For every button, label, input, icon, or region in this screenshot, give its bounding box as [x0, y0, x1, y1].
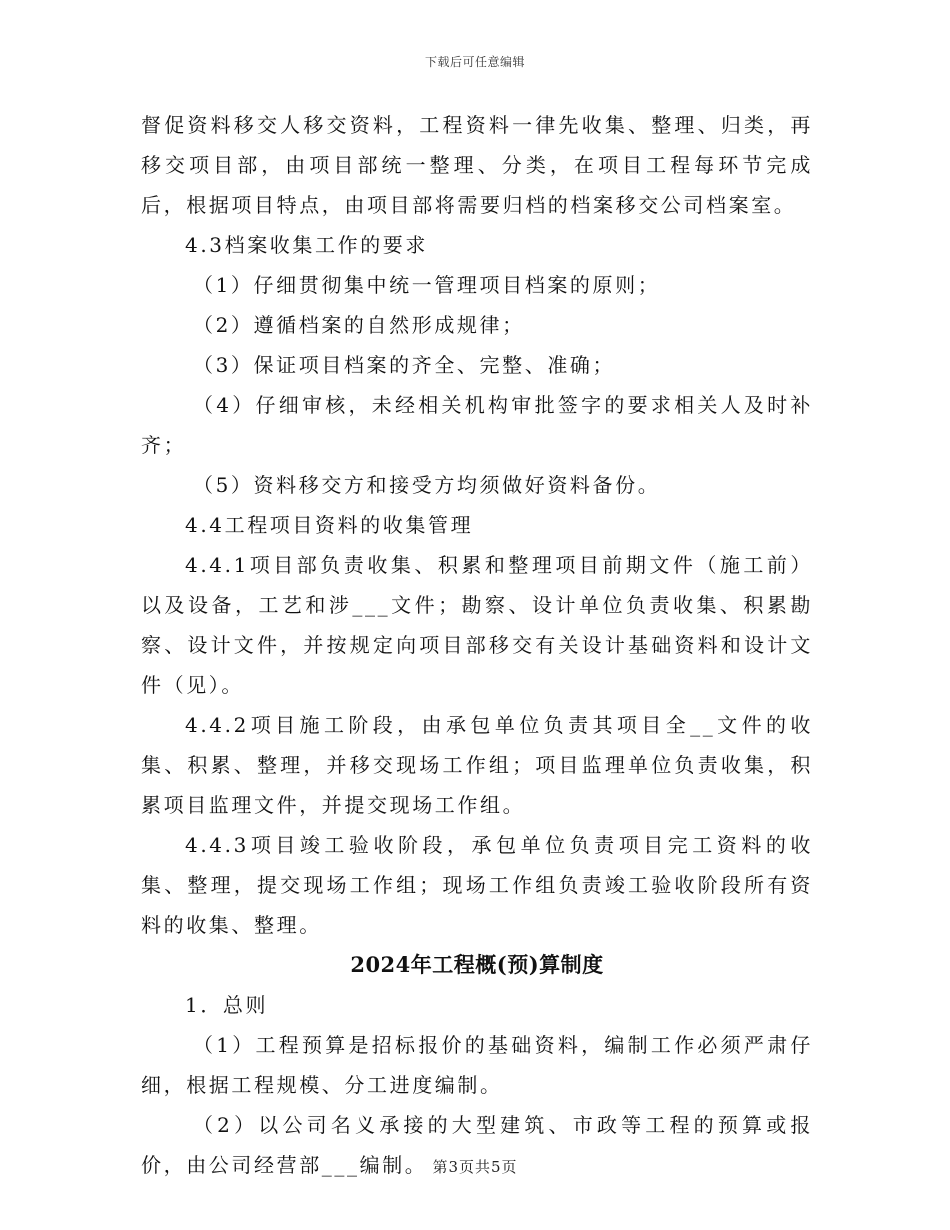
paragraph-archive-transfer: 督促资料移交人移交资料，工程资料一律先收集、整理、归类，再移交项目部，由项目部统一整理、分类，在项目工程每环节完成后，根据项目特点，由项目部将需要归档的档案移交公司档案室。 — [141, 113, 813, 217]
list-item-4-3-5: （5）资料移交方和接受方均须做好资料备份。 — [193, 473, 661, 497]
heading-4-3: 4.3档案收集工作的要求 — [185, 233, 429, 257]
page-header-note: 下载后可任意编辑 — [424, 55, 525, 69]
section-title: 2024年工程概(预)算制度 — [350, 952, 604, 977]
section-item-1: （1）工程预算是招标报价的基础资料，编制工作必须严肃仔细，根据工程规模、分工进度编制。 — [141, 1033, 813, 1097]
paragraph-4-4-3: 4.4.3项目竣工验收阶段，承包单位负责项目完工资料的收集、整理，提交现场工作组；现场工作组负责竣工验收阶段所有资料的收集、整理。 — [141, 833, 813, 937]
page-number-footer: 第3页共5页 — [432, 1158, 518, 1176]
list-item-4-3-2: （2）遵循档案的自然形成规律； — [193, 313, 525, 337]
paragraph-4-4-1: 4.4.1项目部负责收集、积累和整理项目前期文件（施工前）以及设备，工艺和涉___文件；勘察、设计单位负责收集、积累勘察、设计文件，并按规定向项目部移交有关设计基础资料和设计文件（见）。 — [141, 553, 813, 697]
heading-4-4: 4.4工程项目资料的收集管理 — [185, 513, 474, 537]
list-item-4-3-4: （4）仔细审核，未经相关机构审批签字的要求相关人及时补齐； — [141, 393, 813, 457]
section-heading-general: 1．总则 — [185, 993, 269, 1017]
paragraph-4-4-2: 4.4.2项目施工阶段，由承包单位负责其项目全__文件的收集、积累、整理，并移交现场工作组；项目监理单位负责收集，积累项目监理文件，并提交现场工作组。 — [141, 713, 813, 817]
list-item-4-3-3: （3）保证项目档案的齐全、完整、准确； — [193, 353, 616, 377]
document-body — [141, 105, 813, 1185]
list-item-4-3-1: （1）仔细贯彻集中统一管理项目档案的原则； — [193, 273, 661, 297]
section-item-2: （2）以公司名义承接的大型建筑、市政等工程的预算或报价，由公司经营部___编制。 — [141, 1113, 813, 1177]
